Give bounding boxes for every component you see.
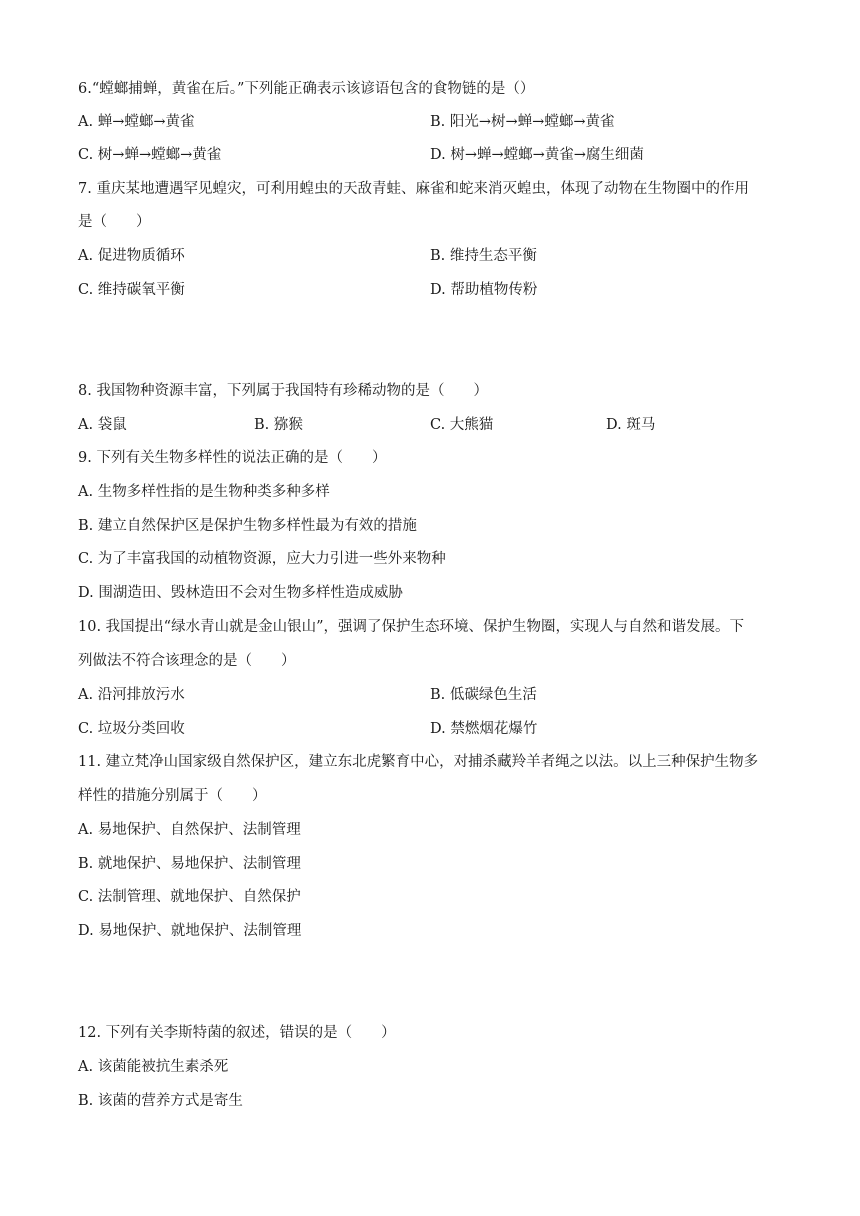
q11-stem-line2: 样性的措施分别属于（ ）: [78, 788, 267, 804]
q10-option-a: A. 沿河排放污水: [78, 687, 185, 703]
q9-option-c: C. 为了丰富我国的动植物资源，应大力引进一些外来物种: [78, 551, 446, 567]
q11-stem-line1: 11. 建立梵净山国家级自然保护区，建立东北虎繁育中心，对捕杀藏羚羊者绳之以法。以上三种保护生物多: [78, 754, 759, 770]
q7-stem-line2: 是（ ）: [78, 214, 151, 230]
q11-option-d: D. 易地保护、就地保护、法制管理: [78, 923, 302, 939]
q6-option-b: B. 阳光→树→蝉→螳螂→黄雀: [430, 114, 615, 130]
q7-option-b: B. 维持生态平衡: [430, 248, 537, 264]
q8-option-c: C. 大熊猫: [430, 417, 494, 433]
q9-option-d: D. 围湖造田、毁林造田不会对生物多样性造成威胁: [78, 585, 403, 601]
q8-option-d: D. 斑马: [606, 417, 656, 433]
q7-option-a: A. 促进物质循环: [78, 248, 185, 264]
q7-option-d: D. 帮助植物传粉: [430, 282, 538, 298]
q9-stem: 9. 下列有关生物多样性的说法正确的是（ ）: [78, 450, 387, 466]
q10-option-d: D. 禁燃烟花爆竹: [430, 721, 538, 737]
q7-stem-line1: 7. 重庆某地遭遇罕见蝗灾，可利用蝗虫的天敌青蛙、麻雀和蛇来消灭蝗虫，体现了动物在生物圈中的作用: [78, 181, 749, 197]
q11-option-b: B. 就地保护、易地保护、法制管理: [78, 856, 301, 872]
q10-stem-line1: 10. 我国提出“绿水青山就是金山银山”，强调了保护生态环境、保护生物圈，实现人与自然和谐发展。下: [78, 619, 744, 635]
q11-option-a: A. 易地保护、自然保护、法制管理: [78, 822, 301, 838]
q10-stem-line2: 列做法不符合该理念的是（ ）: [78, 653, 296, 669]
q10-option-b: B. 低碳绿色生活: [430, 687, 537, 703]
q6-option-c: C. 树→蝉→螳螂→黄雀: [78, 147, 222, 163]
q8-option-a: A. 袋鼠: [78, 417, 127, 433]
q6-option-d: D. 树→蝉→螳螂→黄雀→腐生细菌: [430, 147, 644, 163]
q9-option-b: B. 建立自然保护区是保护生物多样性最为有效的措施: [78, 518, 417, 534]
q6-stem: 6.“螳螂捕蝉，黄雀在后。”下列能正确表示该谚语包含的食物链的是（）: [78, 81, 535, 97]
q7-option-c: C. 维持碳氧平衡: [78, 282, 185, 298]
q9-option-a: A. 生物多样性指的是生物种类多种多样: [78, 484, 330, 500]
q12-option-a: A. 该菌能被抗生素杀死: [78, 1059, 229, 1075]
q10-option-c: C. 垃圾分类回收: [78, 721, 185, 737]
q12-stem: 12. 下列有关李斯特菌的叙述，错误的是（ ）: [78, 1025, 396, 1041]
q8-stem: 8. 我国物种资源丰富，下列属于我国特有珍稀动物的是（ ）: [78, 383, 488, 399]
q8-option-b: B. 猕猴: [254, 417, 303, 433]
q11-option-c: C. 法制管理、就地保护、自然保护: [78, 889, 301, 905]
q12-option-b: B. 该菌的营养方式是寄生: [78, 1093, 243, 1109]
q6-option-a: A. 蝉→螳螂→黄雀: [78, 114, 195, 130]
